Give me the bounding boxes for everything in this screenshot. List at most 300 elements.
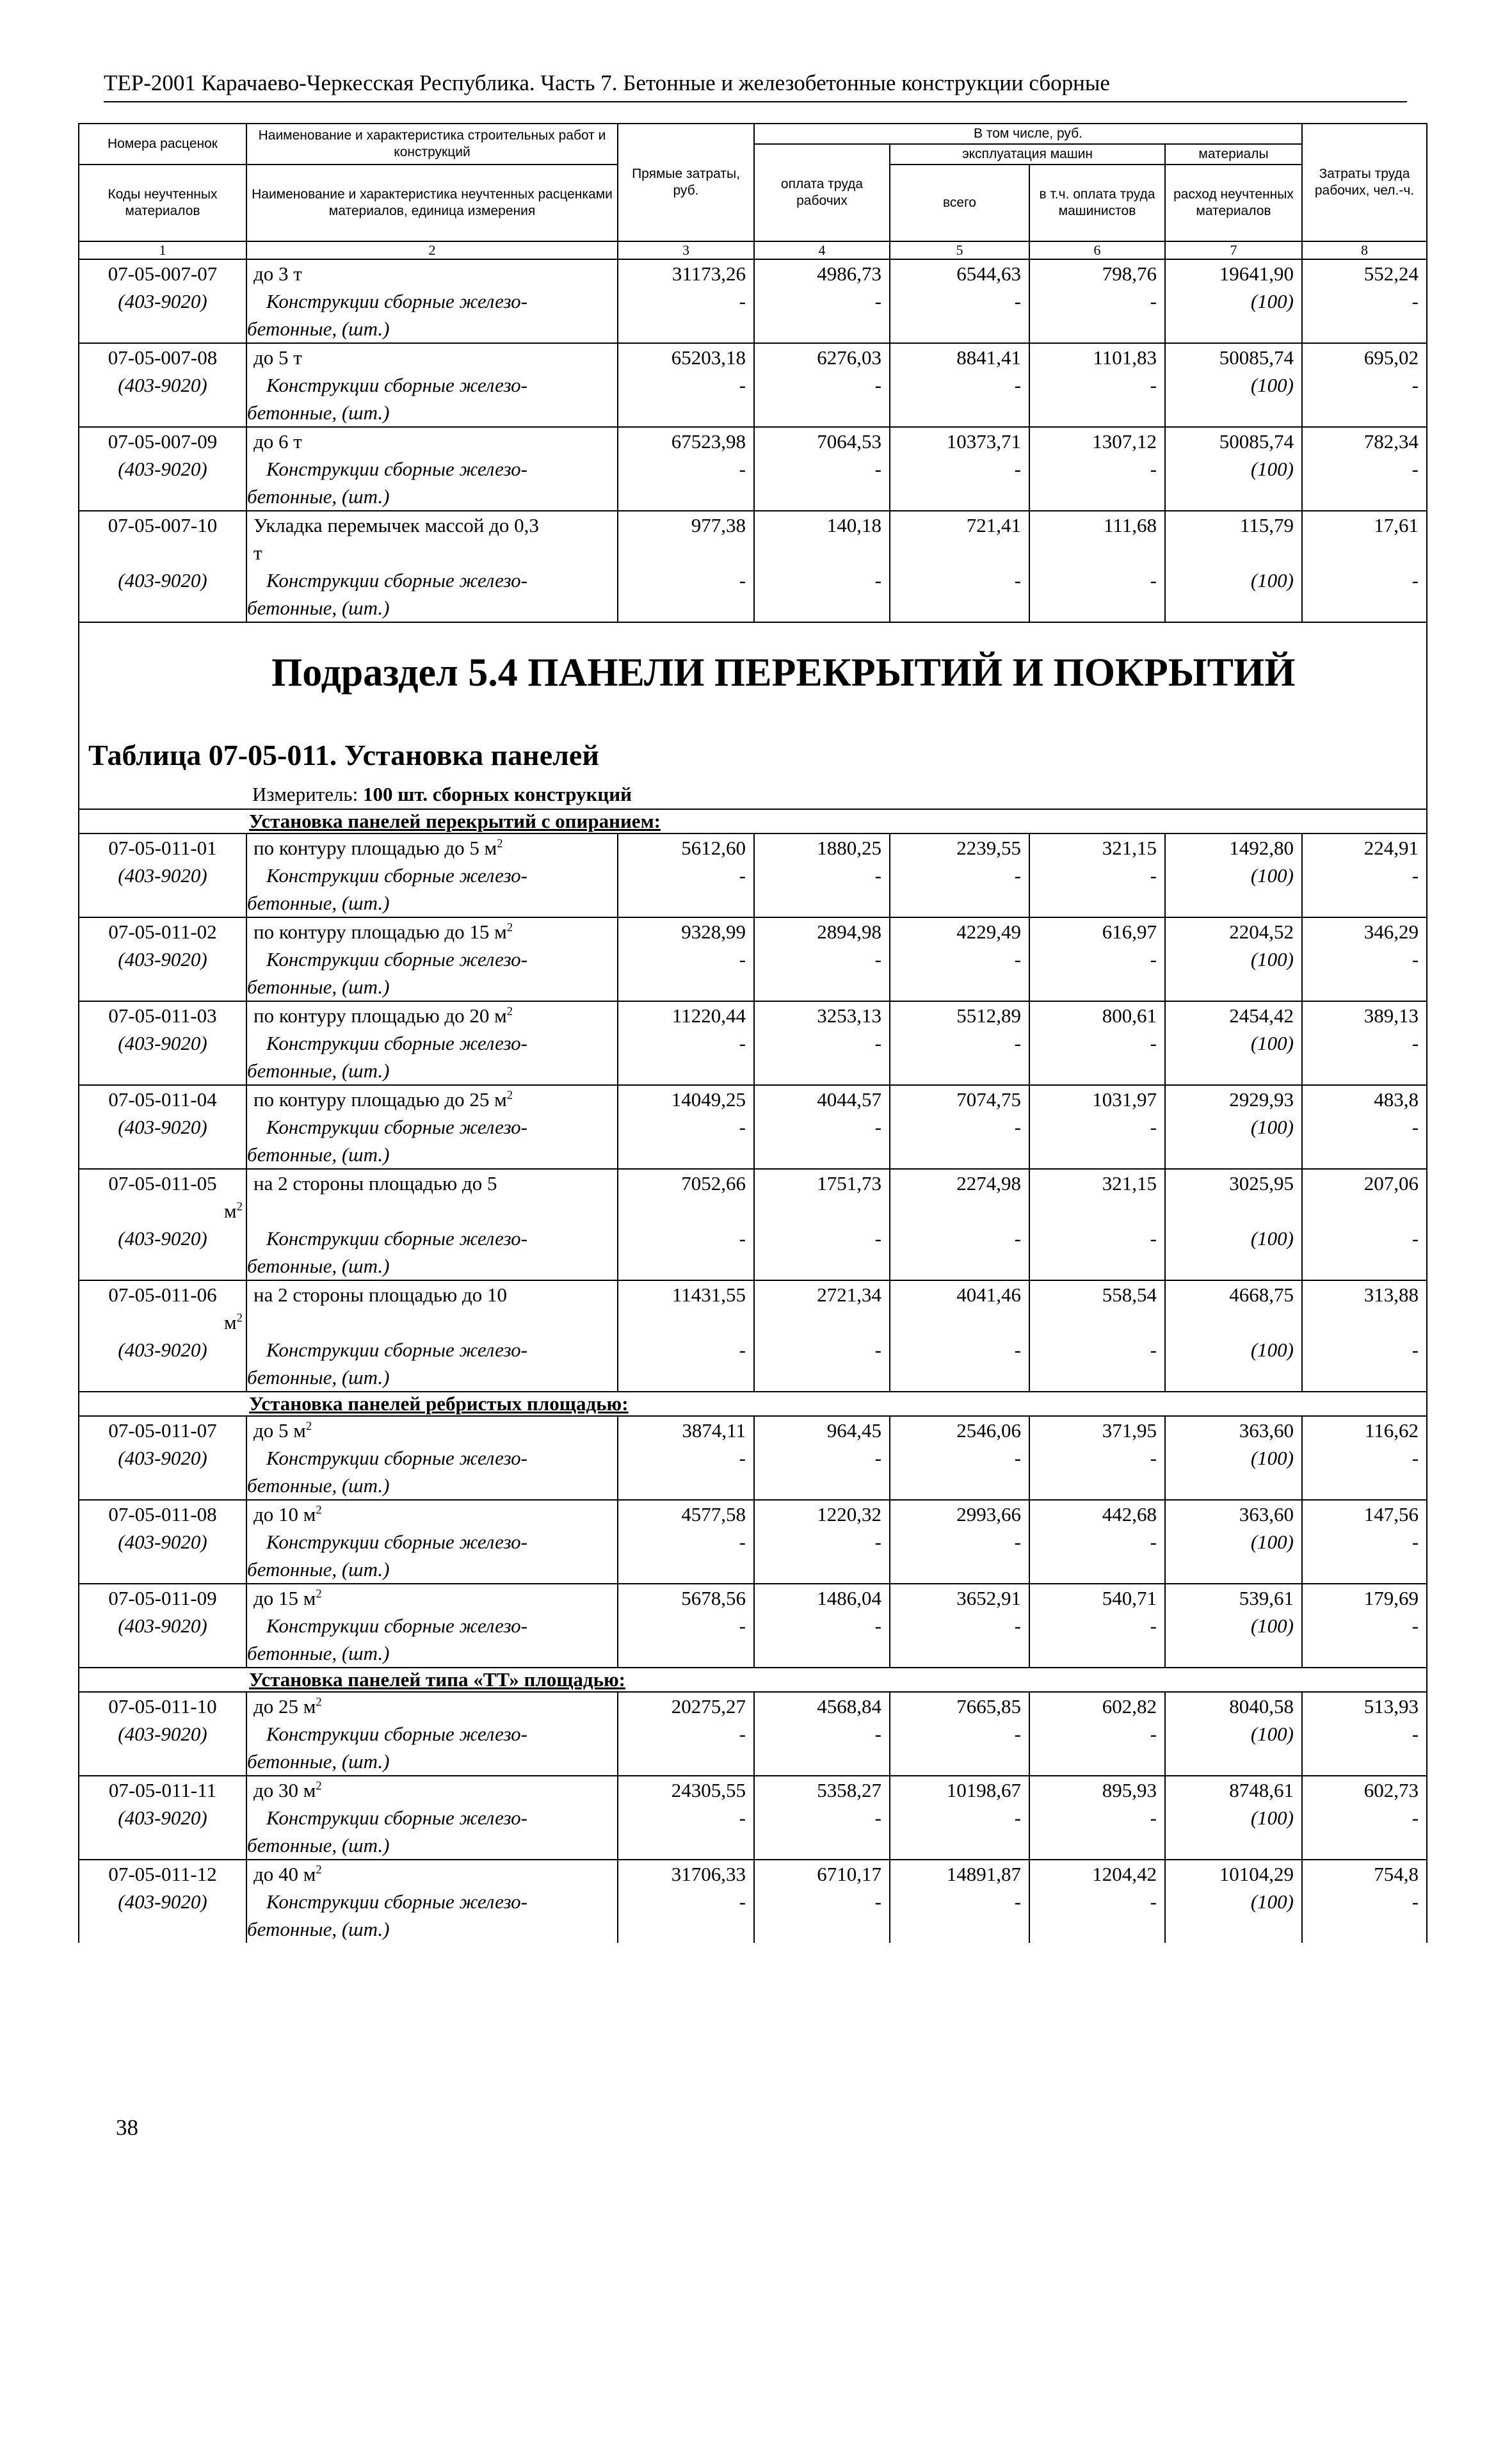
table-row [79,1001,1427,1029]
direct-cost: 14049,25 [618,1085,754,1113]
material-percent: (100) [1165,1888,1302,1943]
dash: - [890,1720,1029,1776]
labor-pay: 1880,25 [754,833,890,862]
material-percent: (100) [1165,1720,1302,1776]
material-cost: 8040,58 [1165,1692,1302,1720]
labor-hours: 552,24 [1302,259,1427,287]
material-cost: 8748,61 [1165,1776,1302,1804]
operator-pay: 798,76 [1029,259,1165,287]
dash: - [1029,1720,1165,1776]
work-name: до 30 $м^2$ [246,1776,618,1804]
header-rule [104,101,1407,102]
material-row [79,1612,1427,1668]
material-cost: 1492,80 [1165,833,1302,862]
machine-cost: 14891,87 [890,1860,1029,1888]
table-row [79,1692,1427,1720]
dash: - [618,567,754,622]
machine-cost: 7074,75 [890,1085,1029,1113]
material-code: (403-9020) [79,1029,246,1085]
rate-code: 07-05-011-07 [79,1416,246,1444]
operator-pay: 442,68 [1029,1500,1165,1528]
material-row [79,1113,1427,1169]
dash: - [754,1444,890,1500]
dash: - [1302,1804,1427,1860]
header-material-consumption: расход неучтенных материалов [1165,165,1302,241]
material-code: (403-9020) [79,1336,246,1392]
material-cost: 363,60 [1165,1500,1302,1528]
machine-cost: 2546,06 [890,1416,1029,1444]
work-name: Укладка перемычек массой до 0,3 т [246,511,618,567]
dash: - [754,1029,890,1085]
rates-table-frame [78,123,1429,2455]
labor-hours: 389,13 [1302,1001,1427,1029]
direct-cost: 7052,66 [618,1169,754,1225]
rate-code: 07-05-011-06 [79,1280,246,1336]
material-percent: (100) [1165,946,1302,1001]
operator-pay: 540,71 [1029,1584,1165,1612]
table-row [79,343,1427,371]
material-row [79,1528,1427,1584]
material-row [79,455,1427,511]
material-code: (403-9020) [79,1804,246,1860]
dash: - [618,862,754,917]
dash: - [618,1029,754,1085]
material-row [79,1888,1427,1943]
header-rate-numbers: Номера расценок [79,124,246,165]
table-row [79,259,1427,287]
material-percent: (100) [1165,455,1302,511]
rate-code: 07-05-011-11 [79,1776,246,1804]
direct-cost: 9328,99 [618,917,754,946]
material-name: Конструкции сборные железо- бетонные, (шт.) [246,1336,618,1392]
operator-pay: 558,54 [1029,1280,1165,1336]
material-cost: 2454,42 [1165,1001,1302,1029]
dash: - [1029,1612,1165,1668]
material-row [79,1336,1427,1392]
dash: - [1302,946,1427,1001]
material-name: Конструкции сборные железо- бетонные, (шт.) [246,287,618,343]
material-cost: 2929,93 [1165,1085,1302,1113]
table-row [79,1776,1427,1804]
labor-pay: 964,45 [754,1416,890,1444]
group-heading: Установка панелей перекрытий с опиранием: [79,809,1427,833]
dash: - [1302,1612,1427,1668]
dash: - [890,862,1029,917]
dash: - [1029,1888,1165,1943]
material-row [79,1444,1427,1500]
dash: - [890,567,1029,622]
machine-cost: 10198,67 [890,1776,1029,1804]
dash: - [618,1612,754,1668]
work-name: до 10 $м^2$ [246,1500,618,1528]
material-cost: 539,61 [1165,1584,1302,1612]
material-percent: (100) [1165,1528,1302,1584]
col-number: 8 [1302,241,1427,259]
work-name: до 6 т [246,427,618,455]
material-name: Конструкции сборные железо- бетонные, (шт.) [246,1029,618,1085]
labor-pay: 5358,27 [754,1776,890,1804]
table-row [79,511,1427,567]
dash: - [890,371,1029,427]
subsection-title: Подраздел 5.4 ПАНЕЛИ ПЕРЕКРЫТИЙ И ПОКРЫТИЙ [271,651,1296,695]
operator-pay: 1031,97 [1029,1085,1165,1113]
dash: - [618,1888,754,1943]
dash: - [754,567,890,622]
dash: - [890,1444,1029,1500]
dash: - [618,1804,754,1860]
dash: - [890,1113,1029,1169]
work-name: по контуру площадью до 5 $м^2$ [246,833,618,862]
dash: - [754,1612,890,1668]
material-row [79,287,1427,343]
rate-code: 07-05-011-01 [79,833,246,862]
labor-pay: 7064,53 [754,427,890,455]
material-name: Конструкции сборные железо- бетонные, (шт.) [246,1113,618,1169]
direct-cost: 5678,56 [618,1584,754,1612]
material-percent: (100) [1165,1336,1302,1392]
material-row [79,946,1427,1001]
material-code: (403-9020) [79,567,246,622]
dash: - [754,1888,890,1943]
work-name: до 25 $м^2$ [246,1692,618,1720]
table-row [79,427,1427,455]
dash: - [1302,567,1427,622]
dash: - [1302,371,1427,427]
labor-pay: 4044,57 [754,1085,890,1113]
material-row [79,371,1427,427]
dash: - [1302,1113,1427,1169]
material-cost: 10104,29 [1165,1860,1302,1888]
dash: - [890,1528,1029,1584]
rate-code: 07-05-011-02 [79,917,246,946]
operator-pay: 321,15 [1029,1169,1165,1225]
operator-pay: 1101,83 [1029,343,1165,371]
material-code: (403-9020) [79,946,246,1001]
material-code: (403-9020) [79,862,246,917]
labor-pay: 6276,03 [754,343,890,371]
labor-hours: 116,62 [1302,1416,1427,1444]
dash: - [890,1804,1029,1860]
material-code: (403-9020) [79,287,246,343]
dash: - [1302,1225,1427,1280]
dash: - [890,1225,1029,1280]
col-number: 6 [1029,241,1165,259]
header-operator-pay: в т.ч. оплата труда машинистов [1029,165,1165,241]
material-row [79,1225,1427,1280]
material-name: Конструкции сборные железо- бетонные, (шт.) [246,1888,618,1943]
dash: - [754,1804,890,1860]
labor-hours: 754,8 [1302,1860,1427,1888]
dash: - [1029,1113,1165,1169]
dash: - [890,1336,1029,1392]
work-name: до 3 т [246,259,618,287]
header-work-name: Наименование и характеристика строительных работ и конструкций [246,124,618,165]
dash: - [1029,862,1165,917]
labor-hours: 513,93 [1302,1692,1427,1720]
machine-cost: 4229,49 [890,917,1029,946]
direct-cost: 3874,11 [618,1416,754,1444]
work-name: по контуру площадью до 20 $м^2$ [246,1001,618,1029]
dash: - [1029,1225,1165,1280]
labor-pay: 1220,32 [754,1500,890,1528]
operator-pay: 895,93 [1029,1776,1165,1804]
material-percent: (100) [1165,1444,1302,1500]
direct-cost: 24305,55 [618,1776,754,1804]
machine-cost: 4041,46 [890,1280,1029,1336]
labor-pay: 2721,34 [754,1280,890,1336]
dash: - [1029,1528,1165,1584]
header-material-codes: Коды неучтенных материалов [79,165,246,241]
dash: - [754,1720,890,1776]
dash: - [1302,287,1427,343]
col-number: 5 [890,241,1029,259]
material-name: Конструкции сборные железо- бетонные, (шт.) [246,946,618,1001]
table-row [79,1584,1427,1612]
rate-code: 07-05-007-10 [79,511,246,567]
material-name: Конструкции сборные железо- бетонные, (шт.) [246,1528,618,1584]
dash: - [1029,1029,1165,1085]
table-row [79,1416,1427,1444]
machine-cost: 7665,85 [890,1692,1029,1720]
material-name: Конструкции сборные железо- бетонные, (шт.) [246,567,618,622]
material-cost: 50085,74 [1165,343,1302,371]
machine-cost: 2274,98 [890,1169,1029,1225]
labor-pay: 4568,84 [754,1692,890,1720]
machine-cost: 6544,63 [890,259,1029,287]
direct-cost: 20275,27 [618,1692,754,1720]
dash: - [754,946,890,1001]
dash: - [1029,946,1165,1001]
material-row [79,862,1427,917]
dash: - [890,946,1029,1001]
direct-cost: 977,38 [618,511,754,567]
work-name: до 15 $м^2$ [246,1584,618,1612]
rate-code: 07-05-011-04 [79,1085,246,1113]
material-name: Конструкции сборные железо- бетонные, (шт.) [246,1720,618,1776]
material-row [79,1029,1427,1085]
material-code: (403-9020) [79,1528,246,1584]
labor-pay: 2894,98 [754,917,890,946]
material-percent: (100) [1165,1029,1302,1085]
operator-pay: 800,61 [1029,1001,1165,1029]
work-name: на 2 стороны площадью до 5 $м^2$ [246,1169,618,1225]
material-name: Конструкции сборные железо- бетонные, (шт.) [246,862,618,917]
machine-cost: 721,41 [890,511,1029,567]
direct-cost: 31706,33 [618,1860,754,1888]
dash: - [1302,1720,1427,1776]
dash: - [1302,862,1427,917]
table-row [79,917,1427,946]
material-cost: 19641,90 [1165,259,1302,287]
material-name: Конструкции сборные железо- бетонные, (шт.) [246,1225,618,1280]
measure-line: Измеритель: 100 шт. сборных конструкций [252,783,632,805]
labor-hours: 147,56 [1302,1500,1427,1528]
work-name: по контуру площадью до 15 $м^2$ [246,917,618,946]
dash: - [1029,371,1165,427]
table-row [79,1169,1427,1225]
group-heading: Установка панелей типа «ТТ» площадью: [79,1668,1427,1692]
page-header: ТЕР-2001 Карачаево-Черкесская Республика. Часть 7. Бетонные и железобетонные конструкции сборные [104,70,1110,95]
dash: - [754,1225,890,1280]
col-number: 2 [246,241,618,259]
col-number: 7 [1165,241,1302,259]
material-cost: 363,60 [1165,1416,1302,1444]
dash: - [1029,455,1165,511]
material-code: (403-9020) [79,455,246,511]
rate-code: 07-05-011-03 [79,1001,246,1029]
dash: - [754,1528,890,1584]
dash: - [618,946,754,1001]
labor-pay: 3253,13 [754,1001,890,1029]
material-row [79,1804,1427,1860]
dash: - [1029,1444,1165,1500]
dash: - [890,1029,1029,1085]
dash: - [618,1720,754,1776]
dash: - [618,1336,754,1392]
rate-code: 07-05-011-12 [79,1860,246,1888]
dash: - [1302,1444,1427,1500]
dash: - [1029,1336,1165,1392]
labor-hours: 313,88 [1302,1280,1427,1336]
col-number: 3 [618,241,754,259]
material-row [79,1720,1427,1776]
labor-hours: 346,29 [1302,917,1427,946]
header-material-name: Наименование и характеристика неучтенных расценками материалов, единица измерения [246,165,618,241]
material-percent: (100) [1165,287,1302,343]
material-percent: (100) [1165,1113,1302,1169]
rate-code: 07-05-011-08 [79,1500,246,1528]
dash: - [754,1336,890,1392]
material-code: (403-9020) [79,1612,246,1668]
work-name: до 40 $м^2$ [246,1860,618,1888]
operator-pay: 616,97 [1029,917,1165,946]
operator-pay: 1204,42 [1029,1860,1165,1888]
direct-cost: 4577,58 [618,1500,754,1528]
material-percent: (100) [1165,567,1302,622]
material-cost: 3025,95 [1165,1169,1302,1225]
rate-code: 07-05-007-09 [79,427,246,455]
dash: - [890,455,1029,511]
dash: - [618,1225,754,1280]
direct-cost: 11431,55 [618,1280,754,1336]
material-code: (403-9020) [79,1888,246,1943]
machine-cost: 8841,41 [890,343,1029,371]
rate-code: 07-05-007-08 [79,343,246,371]
work-name: на 2 стороны площадью до 10 $м^2$ [246,1280,618,1336]
direct-cost: 11220,44 [618,1001,754,1029]
material-code: (403-9020) [79,1444,246,1500]
machine-cost: 5512,89 [890,1001,1029,1029]
dash: - [754,1113,890,1169]
dash: - [1302,1528,1427,1584]
labor-pay: 140,18 [754,511,890,567]
dash: - [890,1888,1029,1943]
material-code: (403-9020) [79,1225,246,1280]
dash: - [754,371,890,427]
page-number: 38 [116,2115,138,2140]
dash: - [754,287,890,343]
labor-hours: 17,61 [1302,511,1427,567]
dash: - [618,287,754,343]
rate-code: 07-05-011-10 [79,1692,246,1720]
material-row [79,567,1427,622]
table-row [79,1085,1427,1113]
group-heading: Установка панелей ребристых площадью: [79,1392,1427,1416]
material-name: Конструкции сборные железо- бетонные, (шт.) [246,1804,618,1860]
labor-hours: 483,8 [1302,1085,1427,1113]
dash: - [1302,1029,1427,1085]
material-percent: (100) [1165,1612,1302,1668]
material-code: (403-9020) [79,1113,246,1169]
header-incl: В том числе, руб. [754,124,1302,144]
direct-cost: 31173,26 [618,259,754,287]
dash: - [1029,287,1165,343]
dash: - [1302,455,1427,511]
material-name: Конструкции сборные железо- бетонные, (шт.) [246,455,618,511]
labor-hours: 782,34 [1302,427,1427,455]
dash: - [890,1612,1029,1668]
rates-table-bottom [78,809,1428,1943]
dash: - [754,455,890,511]
rates-table-top [78,123,1428,622]
material-percent: (100) [1165,1225,1302,1280]
direct-cost: 65203,18 [618,343,754,371]
rate-code: 07-05-011-09 [79,1584,246,1612]
operator-pay: 602,82 [1029,1692,1165,1720]
material-code: (403-9020) [79,1720,246,1776]
table-row [79,1860,1427,1888]
labor-hours: 224,91 [1302,833,1427,862]
operator-pay: 1307,12 [1029,427,1165,455]
operator-pay: 111,68 [1029,511,1165,567]
table-row [79,833,1427,862]
material-cost: 4668,75 [1165,1280,1302,1336]
work-name: по контуру площадью до 25 $м^2$ [246,1085,618,1113]
material-percent: (100) [1165,862,1302,917]
header-machines-total: всего [890,165,1029,241]
rate-code: 07-05-011-05 [79,1169,246,1225]
dash: - [618,1113,754,1169]
work-name: до 5 $м^2$ [246,1416,618,1444]
subsection-block [78,622,1428,809]
table-row [79,1500,1427,1528]
material-code: (403-9020) [79,371,246,427]
material-percent: (100) [1165,1804,1302,1860]
rate-code: 07-05-007-07 [79,259,246,287]
material-cost: 2204,52 [1165,917,1302,946]
dash: - [1302,1336,1427,1392]
table-row [79,1280,1427,1336]
header-direct-costs: Прямые затраты, руб. [618,124,754,241]
dash: - [618,371,754,427]
labor-hours: 695,02 [1302,343,1427,371]
dash: - [890,287,1029,343]
machine-cost: 3652,91 [890,1584,1029,1612]
col-number: 1 [79,241,246,259]
direct-cost: 5612,60 [618,833,754,862]
header-labor-pay: оплата труда рабочих [754,144,890,241]
table-title: Таблица 07-05-011. Установка панелей [88,739,599,771]
dash: - [618,455,754,511]
labor-hours: 207,06 [1302,1169,1427,1225]
material-name: Конструкции сборные железо- бетонные, (шт.) [246,1444,618,1500]
header-labor-hours: Затраты труда рабочих, чел.-ч. [1302,124,1427,241]
header-materials: материалы [1165,144,1302,165]
material-cost: 50085,74 [1165,427,1302,455]
dash: - [1029,567,1165,622]
dash: - [618,1528,754,1584]
labor-pay: 1486,04 [754,1584,890,1612]
